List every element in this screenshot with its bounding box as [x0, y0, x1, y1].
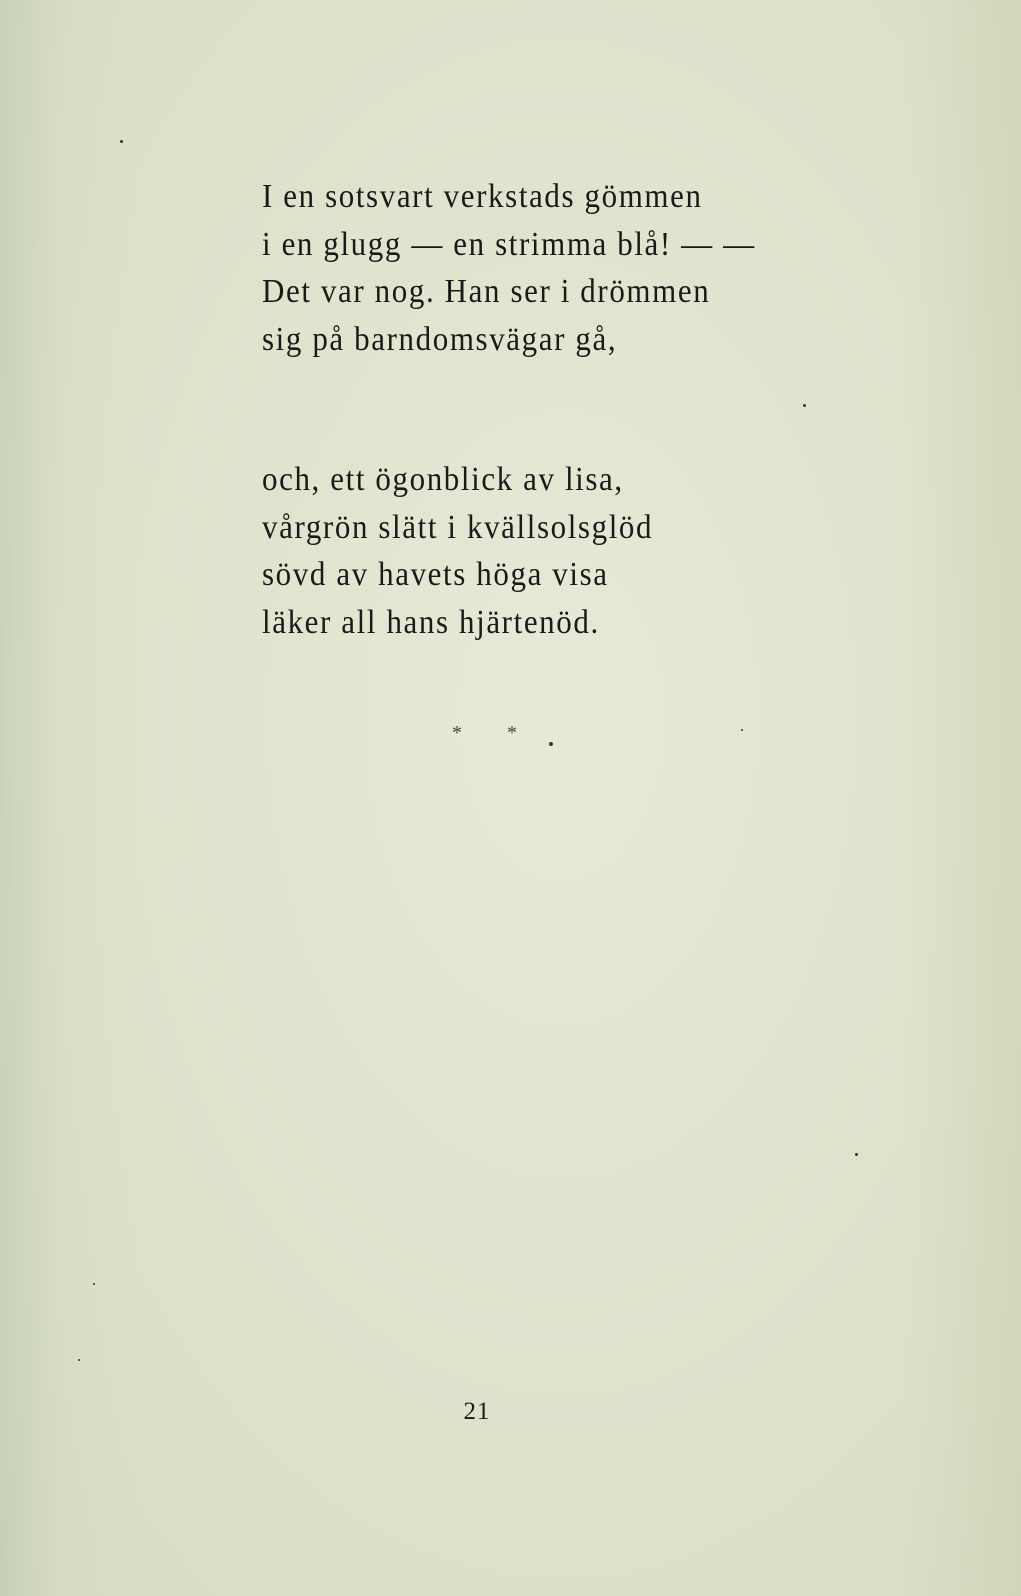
print-speck	[78, 1359, 80, 1361]
print-speck	[120, 140, 123, 143]
poem-stanza-2	[262, 455, 653, 645]
poem-line: sövd av havets höga visa	[262, 554, 609, 593]
poem-line: i en glugg — en strimma blå! — —	[262, 224, 756, 262]
section-separator: * *	[452, 722, 537, 744]
print-speck	[93, 1283, 95, 1285]
poem-line: I en sotsvart verkstads gömmen	[262, 176, 703, 215]
poem-line: läker all hans hjärtenöd.	[262, 602, 600, 640]
print-speck	[549, 742, 553, 746]
poem-line: Det var nog. Han ser i drömmen	[262, 271, 711, 310]
poem-stanza-1	[262, 172, 756, 362]
poem-line: vårgrön slätt i kvällsolsglöd	[262, 507, 654, 545]
print-speck	[803, 404, 806, 407]
poem-line: sig på barndomsvägar gå,	[262, 319, 618, 357]
print-speck	[855, 1153, 858, 1156]
poem-line: och, ett ögonblick av lisa,	[262, 459, 624, 498]
print-speck	[741, 729, 743, 731]
page-number: 21	[463, 1398, 491, 1425]
